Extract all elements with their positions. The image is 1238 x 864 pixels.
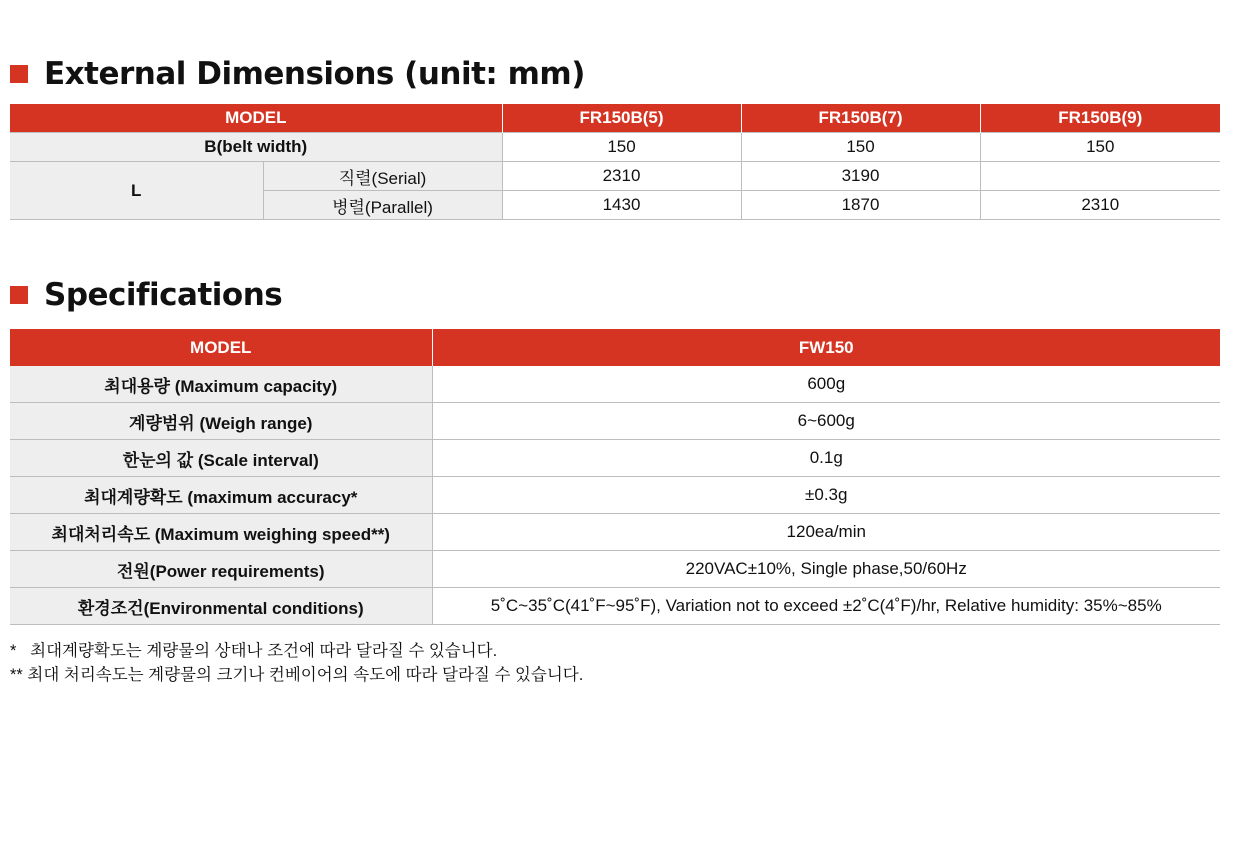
spec-label: 최대용량 (Maximum capacity) (10, 366, 432, 403)
specifications-header-row (10, 329, 1220, 366)
parallel-label: 병렬(Parallel) (263, 191, 502, 220)
spec-model-header: MODEL (10, 329, 432, 366)
footnotes (10, 639, 583, 687)
dimensions-heading (10, 56, 585, 92)
table-row (10, 477, 1220, 514)
spec-value: 5˚C~35˚C(41˚F~95˚F), Variation not to exceed ±2˚C(4˚F)/hr, Relative humidity: 35%~85% (432, 588, 1220, 625)
spec-label: 최대처리속도 (Maximum weighing speed**) (10, 514, 432, 551)
spec-label: 한눈의 값 (Scale interval) (10, 440, 432, 477)
serial-value-3 (980, 162, 1220, 191)
dimensions-table (10, 104, 1220, 220)
model-col-3: FR150B(9) (980, 104, 1220, 133)
serial-value-2: 3190 (741, 162, 980, 191)
specifications-table (10, 329, 1220, 625)
table-row (10, 551, 1220, 588)
serial-label: 직렬(Serial) (263, 162, 502, 191)
belt-width-label: B(belt width) (10, 133, 502, 162)
spec-value: 0.1g (432, 440, 1220, 477)
spec-value: 120ea/min (432, 514, 1220, 551)
belt-width-value-3: 150 (980, 133, 1220, 162)
model-col-2: FR150B(7) (741, 104, 980, 133)
spec-label: 계량범위 (Weigh range) (10, 403, 432, 440)
specifications-title: Specifications (44, 277, 283, 313)
section-marker-icon (10, 65, 28, 83)
spec-label: 전원(Power requirements) (10, 551, 432, 588)
spec-label: 환경조건(Environmental conditions) (10, 588, 432, 625)
spec-value: ±0.3g (432, 477, 1220, 514)
dimensions-header-row (10, 104, 1220, 133)
table-row (10, 440, 1220, 477)
parallel-value-3: 2310 (980, 191, 1220, 220)
table-row (10, 403, 1220, 440)
length-label: L (10, 162, 263, 220)
dimensions-title: External Dimensions (unit: mm) (44, 56, 585, 92)
spec-label: 최대계량확도 (maximum accuracy* (10, 477, 432, 514)
table-row (10, 366, 1220, 403)
spec-value: 600g (432, 366, 1220, 403)
table-row (10, 133, 1220, 162)
spec-model-value: FW150 (432, 329, 1220, 366)
table-row (10, 162, 1220, 191)
parallel-value-1: 1430 (502, 191, 741, 220)
specifications-heading (10, 277, 282, 313)
spec-value: 6~600g (432, 403, 1220, 440)
model-header: MODEL (10, 104, 502, 133)
belt-width-value-1: 150 (502, 133, 741, 162)
belt-width-value-2: 150 (741, 133, 980, 162)
model-col-1: FR150B(5) (502, 104, 741, 133)
parallel-value-2: 1870 (741, 191, 980, 220)
table-row (10, 588, 1220, 625)
serial-value-1: 2310 (502, 162, 741, 191)
table-row (10, 514, 1220, 551)
section-marker-icon (10, 286, 28, 304)
footnote-accuracy: * 최대계량확도는 계량물의 상태나 조건에 따라 달라질 수 있습니다. (10, 642, 498, 660)
spec-value: 220VAC±10%, Single phase,50/60Hz (432, 551, 1220, 588)
footnote-speed: ** 최대 처리속도는 계량물의 크기나 컨베이어의 속도에 따라 달라질 수 있습니다. (10, 666, 584, 684)
